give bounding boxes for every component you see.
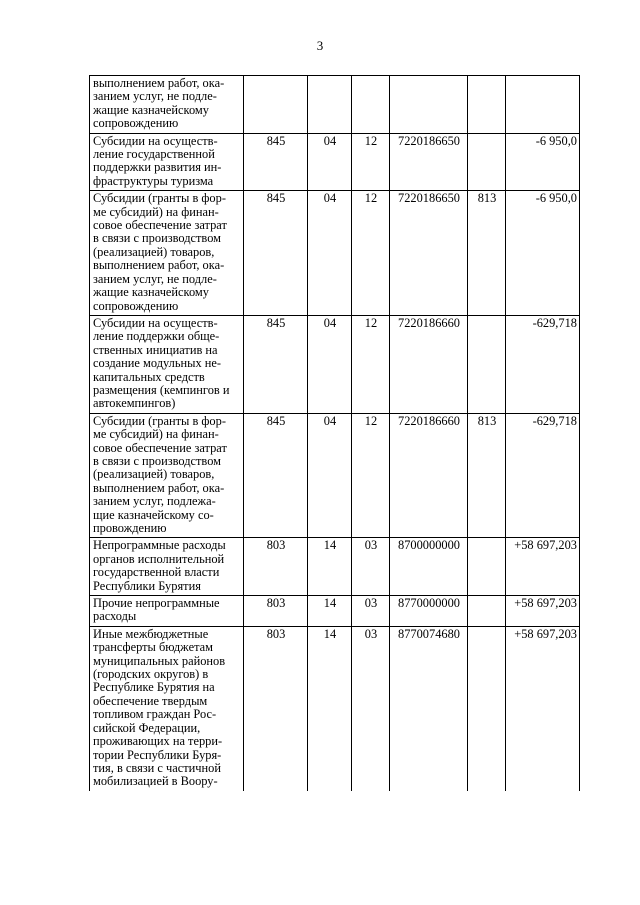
admin-code: 845 <box>244 191 308 316</box>
table-row <box>90 133 580 191</box>
expense-type: 813 <box>468 191 506 316</box>
subsection-code: 03 <box>352 626 390 790</box>
row-name: выполнением работ, ока- занием услуг, не подле- жащие казначейскому сопровождению <box>90 76 244 134</box>
row-name: Субсидии (гранты в фор- ме субсидий) на финан- совое обеспечение затрат в связи с производством (реализацией) товаров, выполнением работ, ока- занием услуг, подлежа- щие казначейскому со- провождению <box>90 413 244 538</box>
amount: +58 697,203 <box>506 626 580 790</box>
table-row <box>90 413 580 538</box>
amount: -6 950,0 <box>506 191 580 316</box>
admin-code: 803 <box>244 538 308 596</box>
table-row <box>90 191 580 316</box>
admin-code: 803 <box>244 626 308 790</box>
amount: +58 697,203 <box>506 538 580 596</box>
admin-code: 845 <box>244 413 308 538</box>
amount: -6 950,0 <box>506 133 580 191</box>
admin-code <box>244 76 308 134</box>
row-name: Субсидии (гранты в фор- ме субсидий) на финан- совое обеспечение затрат в связи с производством (реализацией) товаров, выполнением работ, ока- занием услуг, не подле- жащие казначейскому сопровождению <box>90 191 244 316</box>
expense-type <box>468 315 506 413</box>
section-code: 14 <box>308 626 352 790</box>
page-number: 3 <box>316 38 324 53</box>
row-name: Субсидии на осуществ- ление государственной поддержки развития ин- фраструктуры туризма <box>90 133 244 191</box>
table-row <box>90 315 580 413</box>
table-body <box>90 76 580 791</box>
target-article: 7220186650 <box>390 191 468 316</box>
subsection-code: 12 <box>352 191 390 316</box>
amount <box>506 76 580 134</box>
subsection-code <box>352 76 390 134</box>
row-name: Прочие непрограммные расходы <box>90 596 244 627</box>
table-row <box>90 596 580 627</box>
amount: +58 697,203 <box>506 596 580 627</box>
section-code: 04 <box>308 133 352 191</box>
subsection-code: 03 <box>352 596 390 627</box>
row-name: Иные межбюджетные трансферты бюджетам муниципальных районов (городских округов) в Республике Бурятия на обеспечение твердым топливом граждан Рос- сийской Федерации, проживающих на терри- тории Республики Буря- тия, в связи с частичной мобилизацией в Воору- <box>90 626 244 790</box>
target-article: 8700000000 <box>390 538 468 596</box>
expense-type <box>468 626 506 790</box>
section-code: 04 <box>308 191 352 316</box>
table-row <box>90 538 580 596</box>
expense-type <box>468 76 506 134</box>
section-code <box>308 76 352 134</box>
target-article: 7220186660 <box>390 413 468 538</box>
section-code: 04 <box>308 413 352 538</box>
subsection-code: 12 <box>352 133 390 191</box>
subsection-code: 12 <box>352 315 390 413</box>
expense-type: 813 <box>468 413 506 538</box>
admin-code: 845 <box>244 315 308 413</box>
section-code: 14 <box>308 596 352 627</box>
target-article: 7220186650 <box>390 133 468 191</box>
section-code: 04 <box>308 315 352 413</box>
table-row <box>90 626 580 790</box>
expense-type <box>468 133 506 191</box>
amount: -629,718 <box>506 315 580 413</box>
row-name: Непрограммные расходы органов исполнительной государственной власти Республики Бурятия <box>90 538 244 596</box>
section-code: 14 <box>308 538 352 596</box>
expense-type <box>468 538 506 596</box>
admin-code: 803 <box>244 596 308 627</box>
admin-code: 845 <box>244 133 308 191</box>
target-article: 8770074680 <box>390 626 468 790</box>
subsection-code: 12 <box>352 413 390 538</box>
subsection-code: 03 <box>352 538 390 596</box>
amount: -629,718 <box>506 413 580 538</box>
target-article: 8770000000 <box>390 596 468 627</box>
expense-type <box>468 596 506 627</box>
target-article: 7220186660 <box>390 315 468 413</box>
budget-table <box>89 75 580 791</box>
target-article <box>390 76 468 134</box>
row-name: Субсидии на осуществ- ление поддержки обще- ственных инициатив на создание модульных не- капитальных средств размещения (кемпингов и автокемпингов) <box>90 315 244 413</box>
table-row <box>90 76 580 134</box>
